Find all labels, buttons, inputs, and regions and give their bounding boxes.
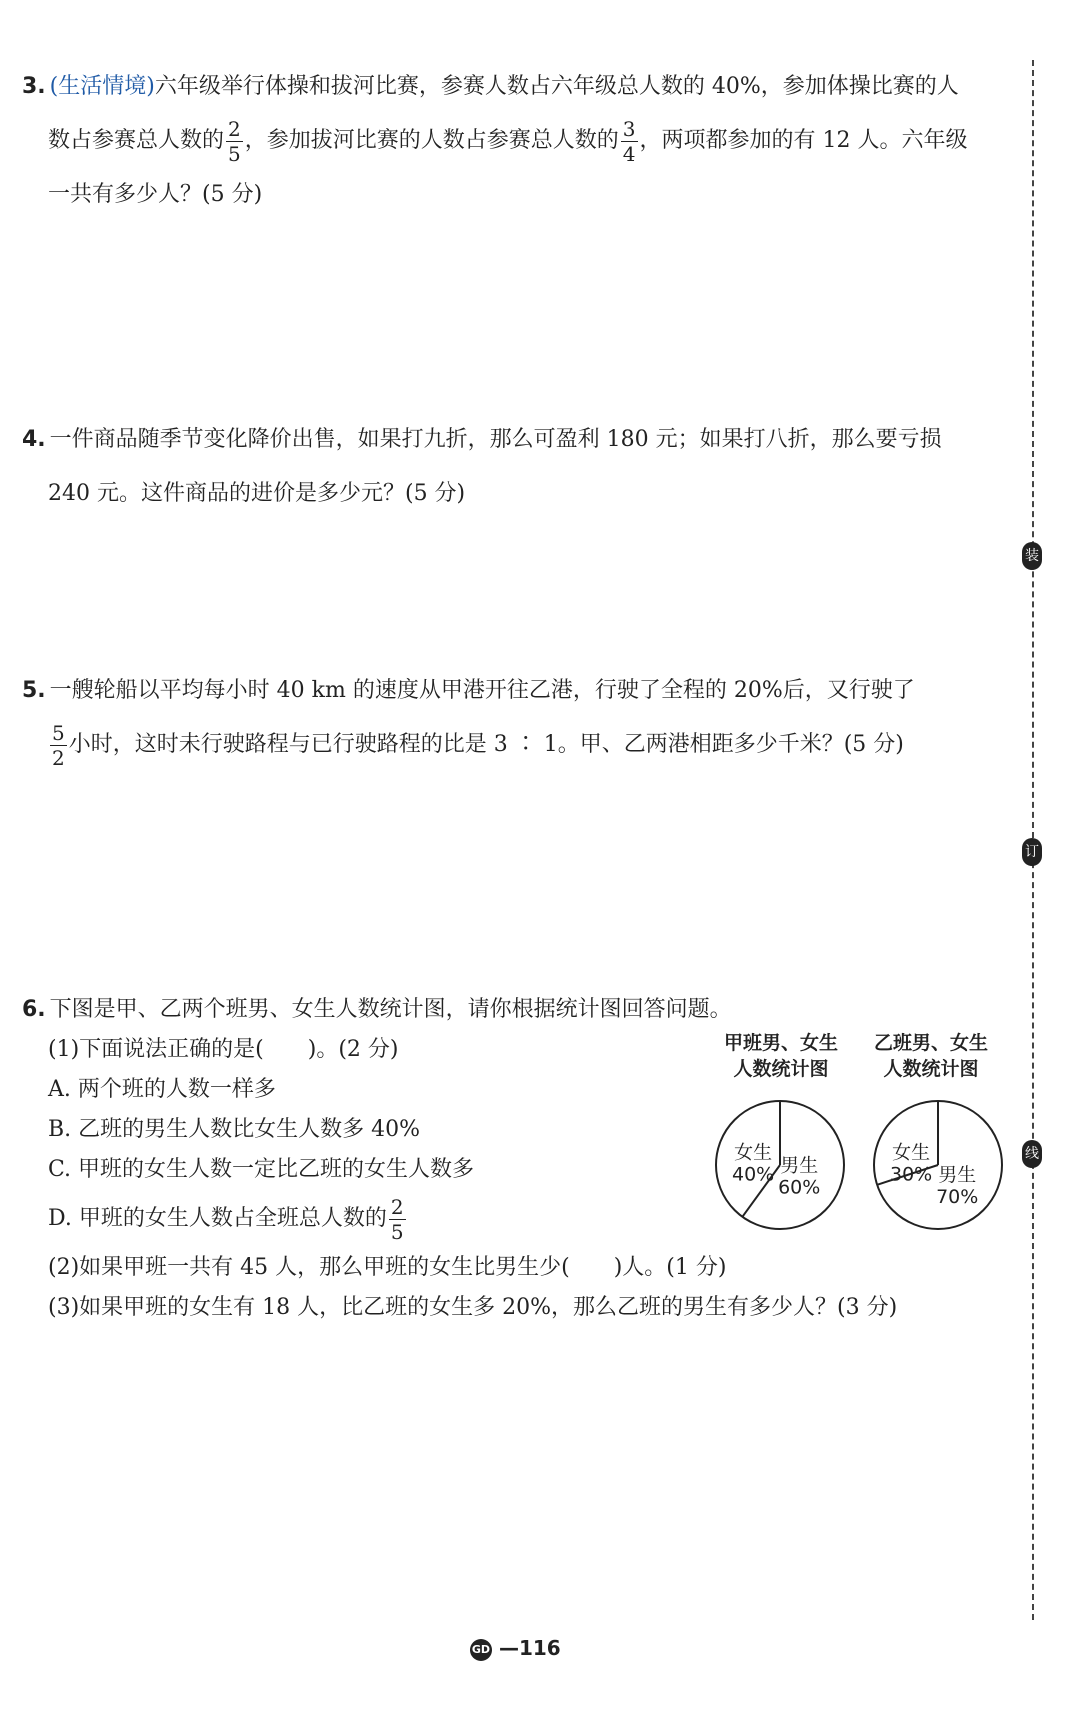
chart-title-line: 甲班男、女生 <box>723 1032 838 1054</box>
fraction <box>226 117 243 166</box>
pie-slice-value: 60% <box>778 1176 821 1199</box>
question-3-line2 <box>22 114 1012 168</box>
denominator: 5 <box>390 1219 404 1244</box>
pie-slice-label: 女生 <box>734 1141 773 1164</box>
text: ，参加拔河比赛的人数占参赛总人数的 <box>244 128 619 153</box>
denominator: 2 <box>52 745 65 770</box>
chart-title-line: 乙班男、女生 <box>873 1032 988 1054</box>
denominator: 4 <box>622 141 636 166</box>
margin-mark: 线 <box>1022 1140 1042 1168</box>
question-5 <box>22 664 1012 772</box>
fraction <box>389 1195 406 1244</box>
text: D. 甲班的女生人数占全班总人数的 <box>48 1206 387 1231</box>
question-6-intro <box>22 990 1012 1030</box>
page-number: —116 <box>498 1636 561 1660</box>
text: 小时，这时未行驶路程与已行驶路程的比是 3 ∶ 1。甲、乙两港相距多少千米？(5 分) <box>68 732 904 757</box>
pie-slice-label: 男生 <box>780 1154 819 1177</box>
margin-mark: 装 <box>1022 542 1042 570</box>
question-number: 6. <box>22 997 46 1022</box>
margin-mark: 订 <box>1022 838 1042 866</box>
text: 下图是甲、乙两个班男、女生人数统计图，请你根据统计图回答问题。 <box>49 997 732 1022</box>
pie-slice-value: 40% <box>732 1163 775 1186</box>
context-tag <box>50 74 155 99</box>
question-4-line2: 240 元。这件商品的进价是多少元？(5 分) <box>48 481 466 506</box>
chart-a-title <box>706 1030 856 1082</box>
question-number: 3. <box>22 74 46 99</box>
numerator: 5 <box>52 720 65 745</box>
option-a: A. 两个班的人数一样多 <box>48 1077 276 1102</box>
question-3-line3: 一共有多少人？(5 分) <box>48 182 263 207</box>
tag-text: 生活情境 <box>58 74 147 99</box>
fraction <box>50 721 67 770</box>
pie-slice-label: 女生 <box>892 1141 931 1164</box>
question-3-line1 <box>22 60 1012 114</box>
numerator: 2 <box>390 1194 404 1219</box>
option-b: B. 乙班的男生人数比女生人数多 40% <box>48 1117 421 1142</box>
option-c: C. 甲班的女生人数一定比乙班的女生人数多 <box>48 1157 475 1182</box>
chart-b-title <box>856 1030 1006 1082</box>
question-number: 5. <box>22 678 46 703</box>
question-6-part2: (2)如果甲班一共有 45 人，那么甲班的女生比男生少( )人。(1 分) <box>48 1255 727 1280</box>
question-5-line2 <box>22 718 1012 772</box>
pie-chart-class-a <box>710 1095 850 1235</box>
text: ，两项都参加的有 12 人。六年级 <box>639 128 968 153</box>
text: 一艘轮船以平均每小时 40 km 的速度从甲港开往乙港，行驶了全程的 20%后，又行驶了 <box>49 678 915 703</box>
page-footer <box>470 1636 561 1661</box>
numerator: 2 <box>228 116 241 141</box>
text: 数占参赛总人数的 <box>48 128 225 153</box>
tag-close: ) <box>146 74 155 99</box>
question-4-line1 <box>22 413 1012 467</box>
question-3 <box>22 60 1012 222</box>
text: 六年级举行体操和拔河比赛，参赛人数占六年级总人数的 40%，参加体操比赛的人 <box>154 74 959 99</box>
tag-open: ( <box>49 74 59 99</box>
text: 一件商品随季节变化降价出售，如果打九折，那么可盈利 180 元；如果打八折，那么要亏损 <box>49 427 942 452</box>
question-6-part1: (1)下面说法正确的是( )。(2 分) <box>48 1037 399 1062</box>
chart-title-line: 人数统计图 <box>733 1058 829 1080</box>
question-4 <box>22 413 1012 521</box>
denominator: 5 <box>228 141 241 166</box>
pie-slice-value: 30% <box>890 1163 933 1186</box>
pie-slice-value: 70% <box>936 1186 979 1208</box>
fraction <box>621 117 638 166</box>
question-number: 4. <box>22 427 46 452</box>
pie-slice-label: 男生 <box>938 1164 977 1186</box>
chart-title-line: 人数统计图 <box>883 1058 979 1080</box>
publisher-logo-icon: GD <box>470 1639 492 1661</box>
question-6-part3: (3)如果甲班的女生有 18 人，比乙班的女生多 20%，那么乙班的男生有多少人？(3 分) <box>48 1295 898 1320</box>
numerator: 3 <box>622 116 636 141</box>
option-d <box>22 1190 1012 1248</box>
pie-chart-class-b <box>868 1095 1008 1235</box>
question-5-line1 <box>22 664 1012 718</box>
